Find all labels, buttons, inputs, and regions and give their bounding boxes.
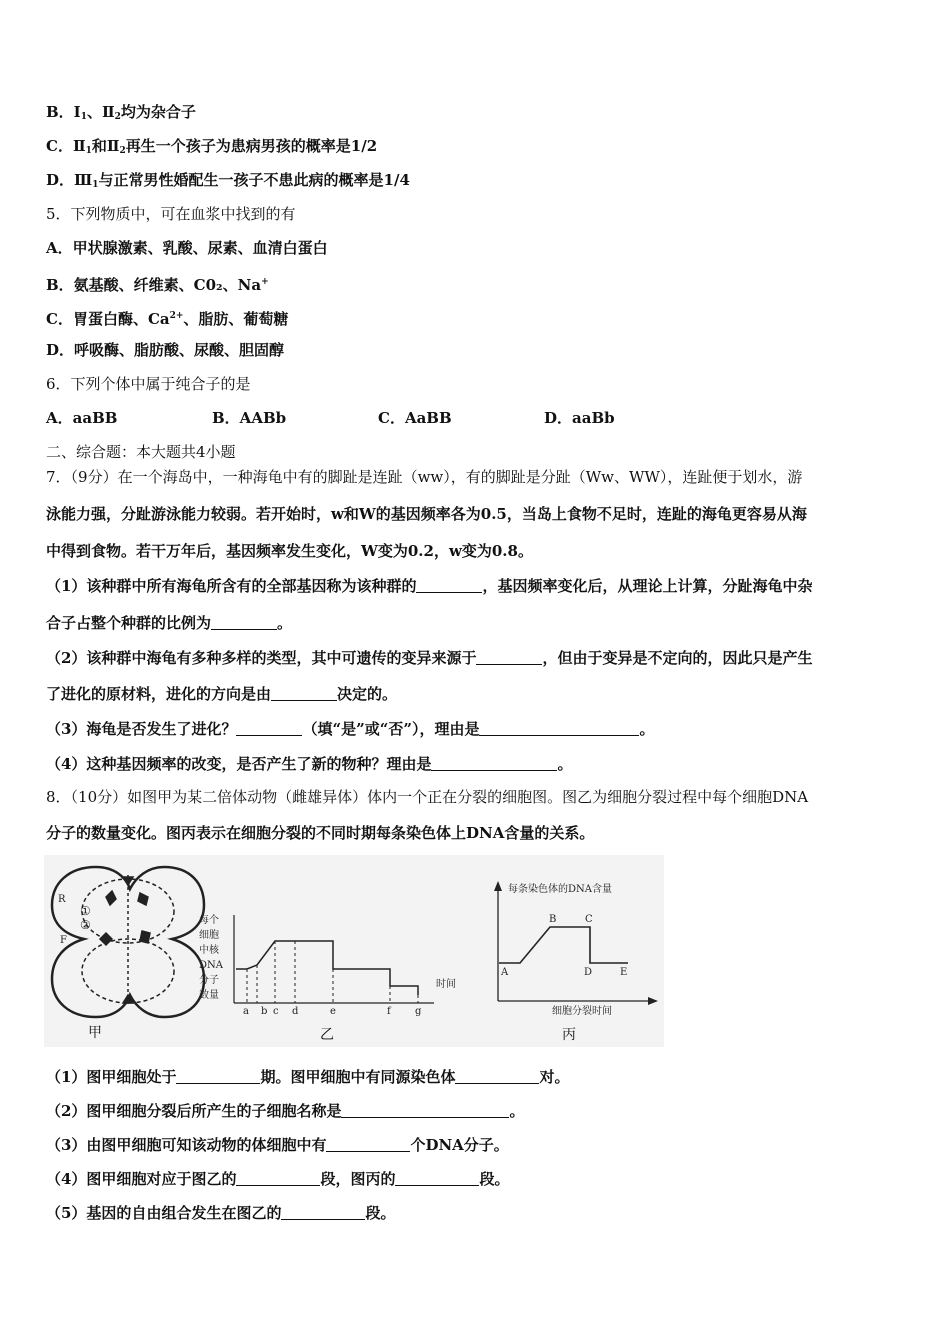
yi-tick-e: e	[330, 1006, 336, 1017]
yi-ylabel-3: 中核	[199, 945, 219, 956]
q8-line-2: 分子的数量变化。图丙表示在细胞分裂的不同时期每条染色体上DNA含量的关系。	[46, 824, 595, 842]
q5-option-c: C．胃蛋白酶、$Ca^{2+}$、脂肪、葡萄糖	[46, 310, 289, 328]
answer-blank[interactable]	[341, 1103, 509, 1118]
answer-blank[interactable]	[211, 615, 277, 630]
q8-sub-4: （4）图甲细胞对应于图乙的 段，图丙的 段。	[46, 1170, 510, 1188]
q4-option-d: D．$Ⅲ_1$与正常男性婚配生一孩子不患此病的概率是1/4	[46, 171, 410, 190]
label-jia: 甲	[88, 1025, 102, 1041]
bing-point-c: C	[585, 914, 593, 925]
chart-bing	[494, 881, 658, 1043]
yi-tick-f: f	[387, 1006, 391, 1017]
answer-blank[interactable]	[416, 578, 482, 593]
yi-ylabel-2: 细胞	[199, 930, 219, 941]
answer-blank[interactable]	[479, 721, 639, 736]
mark-2: ②	[80, 918, 91, 932]
q7-line-2: 泳能力强，分趾游泳能力较弱。若开始时，w和W的基因频率各为0.5，当岛上食物不足时，连趾的海龟更容易从海	[46, 505, 807, 523]
q8-figure	[44, 855, 664, 1047]
q6-stem: 6．下列个体中属于纯合子的是	[46, 375, 251, 393]
bing-point-d: D	[584, 967, 593, 978]
q7-sub-4: （4）这种基因频率的改变，是否产生了新的物种？理由是 。	[46, 755, 573, 773]
answer-blank[interactable]	[176, 1069, 260, 1084]
mark-r: R	[58, 894, 66, 905]
answer-blank[interactable]	[326, 1137, 410, 1152]
q8-sub-1: （1）图甲细胞处于 期。图甲细胞中有同源染色体 对。	[46, 1068, 570, 1086]
q5-stem: 5．下列物质中，可在血浆中找到的有	[46, 205, 296, 223]
section-heading: 二、综合题：本大题共4小题	[46, 443, 236, 461]
answer-blank[interactable]	[395, 1171, 479, 1186]
q8-line-1: 8．（10分）如图甲为某二倍体动物（雌雄异体）体内一个正在分裂的细胞图。图乙为细胞分裂过程中每个细胞DNA	[46, 788, 809, 806]
answer-blank[interactable]	[476, 650, 542, 665]
answer-blank[interactable]	[455, 1069, 539, 1084]
label-yi: 乙	[320, 1027, 334, 1043]
q6-option-d: D．aaBb	[544, 409, 615, 427]
answer-blank[interactable]	[236, 1171, 320, 1186]
q5-option-d: D．呼吸酶、脂肪酸、尿酸、胆固醇	[46, 341, 285, 359]
q7-sub-1-line-1: （1）该种群中所有海龟所含有的全部基因称为该种群的 ，基因频率变化后，从理论上计算，分趾海龟中杂	[46, 577, 813, 595]
q6-option-b: B．AABb	[212, 409, 287, 427]
yi-ylabel-5: 分子	[199, 975, 219, 986]
q5-option-a: A．甲状腺激素、乳酸、尿素、血清白蛋白	[46, 239, 328, 257]
yi-ylabel-1: 每个	[199, 915, 219, 926]
answer-blank[interactable]	[431, 756, 557, 771]
q7-sub-3: （3）海龟是否发生了进化？ （填“是”或“否”），理由是 。	[46, 720, 655, 738]
q7-line-3: 中得到食物。若干万年后，基因频率发生变化，W变为0.2，w变为0.8。	[46, 542, 533, 560]
yi-ylabel-4: DNA	[199, 960, 223, 971]
mark-f: F	[60, 935, 67, 946]
q4-option-c: C．$Ⅱ_1$和$Ⅱ_2$再生一个孩子为患病男孩的概率是1/2	[46, 137, 378, 156]
chart-yi	[199, 913, 456, 1043]
q8-sub-2: （2）图甲细胞分裂后所产生的子细胞名称是 。	[46, 1102, 525, 1120]
q7-line-1: 7．（9分）在一个海岛中，一种海龟中有的脚趾是连趾（ww），有的脚趾是分趾（Ww、WW），连趾便于划水，游	[46, 468, 803, 486]
q8-sub-3: （3）由图甲细胞可知该动物的体细胞中有 个DNA分子。	[46, 1136, 509, 1154]
label-bing: 丙	[562, 1027, 576, 1043]
answer-blank[interactable]	[271, 686, 337, 701]
mark-1: ①	[80, 904, 91, 918]
cell-diagram-jia	[52, 867, 204, 1017]
answer-blank[interactable]	[236, 721, 302, 736]
yi-xlabel: 时间	[436, 979, 456, 990]
yi-tick-b: b	[261, 1006, 268, 1017]
bing-ylabel: 每条染色体的DNA含量	[508, 884, 612, 895]
yi-ylabel-6: 数量	[199, 990, 219, 1001]
q7-sub-2-line-1: （2）该种群中海龟有多种多样的类型，其中可遗传的变异来源于 ，但由于变异是不定向的，因此只是产生	[46, 649, 813, 667]
yi-tick-c: c	[273, 1006, 279, 1017]
bing-point-e: E	[620, 967, 628, 978]
q7-sub-2-line-2: 了进化的原材料，进化的方向是由 决定的。	[46, 685, 398, 703]
bing-point-a: A	[501, 967, 509, 978]
q8-sub-5: （5）基因的自由组合发生在图乙的 段。	[46, 1204, 396, 1222]
answer-blank[interactable]	[281, 1205, 365, 1220]
q6-option-c: C．AaBB	[378, 409, 452, 427]
yi-tick-a: a	[243, 1006, 249, 1017]
q4-option-b: B．$Ⅰ_1$、$Ⅱ_2$均为杂合子	[46, 103, 196, 122]
q5-option-b: B．氨基酸、纤维素、C0₂、Na+	[46, 276, 269, 294]
bing-point-b: B	[549, 914, 557, 925]
yi-tick-d: d	[292, 1006, 299, 1017]
yi-tick-g: g	[415, 1006, 422, 1017]
q6-option-a: A．aaBB	[46, 409, 118, 427]
bing-xlabel: 细胞分裂时间	[552, 1006, 612, 1017]
q7-sub-1-line-2: 合子占整个种群的比例为 。	[46, 614, 293, 632]
